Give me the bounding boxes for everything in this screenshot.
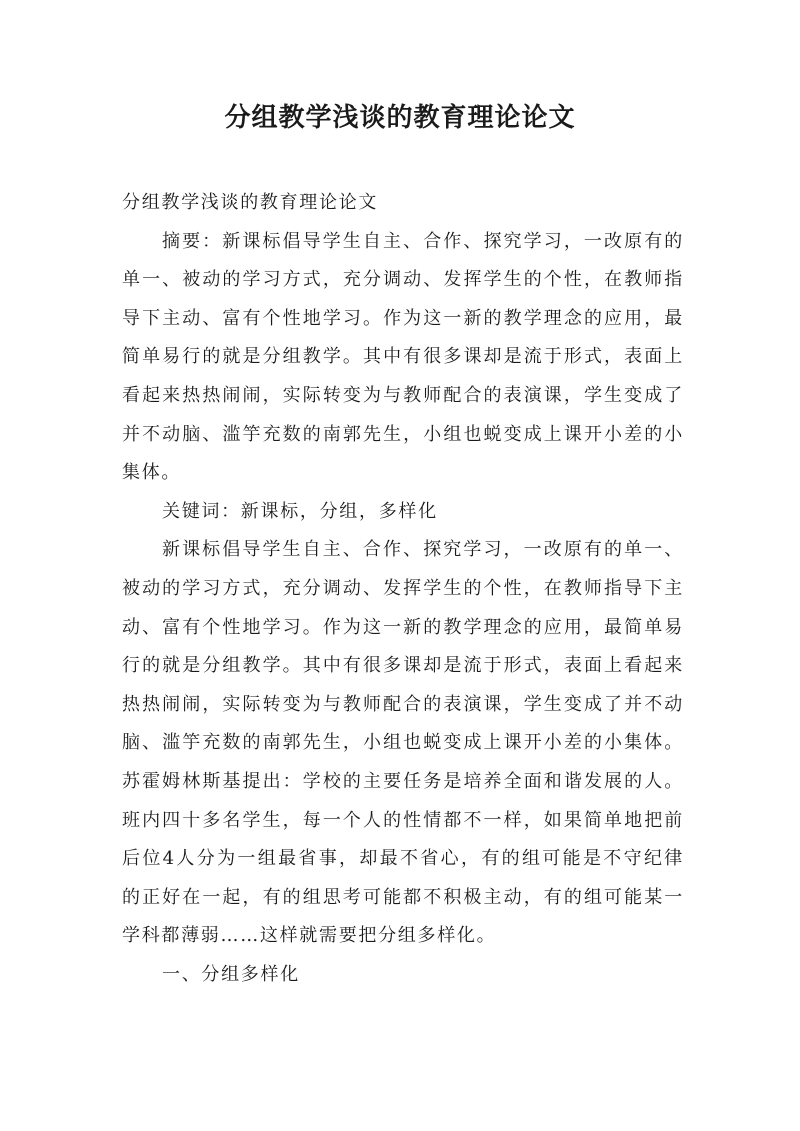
section-heading: 一、分组多样化 bbox=[162, 963, 300, 985]
document-title: 分组教学浅谈的教育理论论文 bbox=[224, 103, 576, 133]
document-body bbox=[122, 184, 684, 994]
body-paragraph: 新课标倡导学生自主、合作、探究学习，一改原有的单一、被动的学习方式，充分调动、发挥学生的个性，在教师指导下主动、富有个性地学习。作为这一新的教学理念的应用，最简单易行的就是分组教学。其中有很多课却是流于形式，表面上看起来热热闹闹，实际转变为与教师配合的表演课，学生变成了并不动脑、滥竽充数的南郭先生，小组也蜕变成上课开小差的小集体。苏霍姆林斯基提出：学校的主要任务是培养全面和谐发展的人。班内四十多名学生，每一个人的性情都不一样，如果简单地把前后位4人分为一组最省事，却最不省心，有的组可能是不守纪律的正好在一起，有的组思考可能都不积极主动，有的组可能某一学科都薄弱……这样就需要把分组多样化。 bbox=[122, 539, 684, 947]
document-subtitle: 分组教学浅谈的教育理论论文 bbox=[122, 192, 379, 213]
abstract-paragraph: 摘要：新课标倡导学生自主、合作、探究学习，一改原有的单一、被动的学习方式，充分调动、发挥学生的个性，在教师指导下主动、富有个性地学习。作为这一新的教学理念的应用，最简单易行的就是分组教学。其中有很多课却是流于形式，表面上看起来热热闹闹，实际转变为与教师配合的表演课，学生变成了并不动脑、滥竽充数的南郭先生，小组也蜕变成上课开小差的小集体。 bbox=[122, 230, 684, 484]
keywords-paragraph: 关键词：新课标，分组，多样化 bbox=[162, 500, 438, 522]
